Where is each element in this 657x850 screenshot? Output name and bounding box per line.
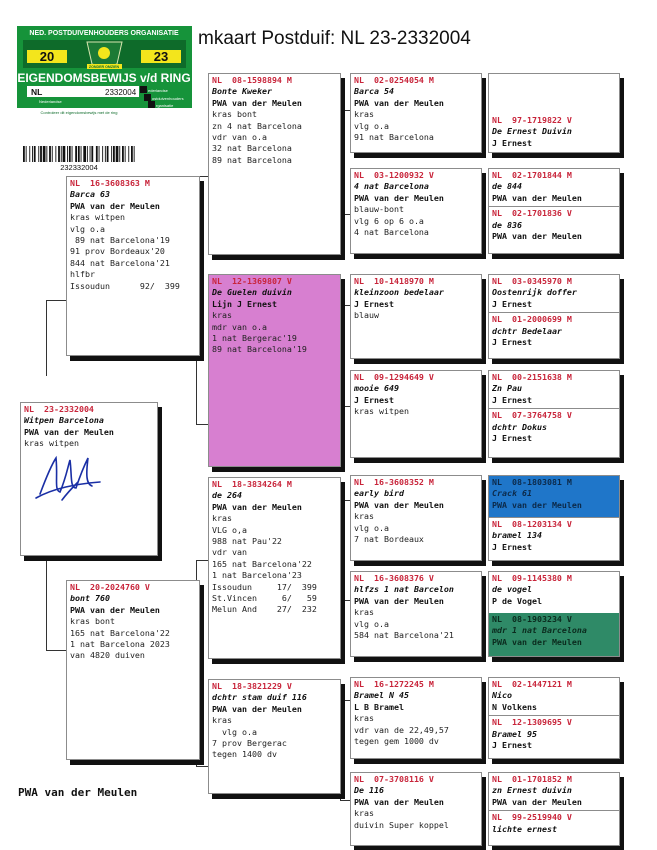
pigeon-name: Bramel 95 <box>492 728 537 739</box>
ring-number: NL 20-2024760 V <box>70 582 150 592</box>
pigeon-name: De 116 <box>354 785 384 796</box>
pigeon-name: bramel 134 <box>492 530 542 541</box>
detail-line: 988 nat Pau'22 <box>212 536 282 547</box>
connector <box>340 600 350 601</box>
barcode-bar <box>23 146 25 162</box>
cert-side-bot: rganisatie <box>156 103 174 108</box>
ring-number: NL 09-1294649 V <box>354 372 434 382</box>
connector <box>46 300 47 376</box>
pedigree-card-g3-4 <box>350 370 482 458</box>
ring-number: NL 99-2519940 V <box>492 812 572 823</box>
barcode-bar <box>61 146 62 162</box>
pigeon-name: lichte ernest <box>492 823 557 834</box>
detail-line: blauw-bont <box>354 204 404 215</box>
barcode-bar <box>69 146 71 162</box>
pedigree-card-g4-2 <box>488 168 620 254</box>
crest-icon <box>87 42 122 69</box>
barcode-bar <box>43 146 46 162</box>
ring-number: NL 02-1701836 V <box>492 208 572 219</box>
pigeon-name: Oostenrijk doffer <box>492 287 577 298</box>
cert-year-left: 20 <box>39 49 55 64</box>
pigeon-name: bont 760 <box>70 593 110 604</box>
cert-year-right: 23 <box>153 49 169 64</box>
ring-number: NL 01-2000699 M <box>492 314 572 325</box>
ring-number: NL 03-0345970 M <box>492 276 572 286</box>
pigeon-name: early bird <box>354 488 404 499</box>
crest-banner: ZONDER OMZIEN <box>88 65 120 69</box>
barcode-bar <box>49 146 51 162</box>
breeder-name: J Ernest <box>492 137 532 148</box>
barcode-bar <box>52 146 53 162</box>
pigeon-name: Nico <box>492 690 512 701</box>
detail-line: zn 4 nat Barcelona <box>212 120 302 131</box>
breeder-name: J Ernest <box>492 433 532 444</box>
breeder-name: PWA van der Meulen <box>354 97 444 108</box>
barcode-bar <box>119 146 120 162</box>
detail-line: kras <box>354 713 374 724</box>
cert-band-text: EIGENDOMSBEWIJS v/d RING <box>17 71 191 85</box>
breeder-name: L B Bramel <box>354 701 404 712</box>
ring-number: NL 07-3708116 V <box>354 774 434 784</box>
pigeon-name: hlfzs 1 nat Barcelon <box>354 584 454 595</box>
barcode-bar <box>67 146 68 162</box>
ring-number: NL 12-1309695 V <box>492 717 572 728</box>
pigeon-name: De Ernest Duivin <box>492 126 572 137</box>
breeder-name: J Ernest <box>354 298 394 309</box>
detail-line: van 4820 duiven <box>70 650 145 661</box>
connector <box>340 500 350 501</box>
barcode-bar <box>107 146 109 162</box>
ring-number: NL 97-1719822 V <box>492 115 572 125</box>
barcode-bar <box>38 146 39 162</box>
barcode-bar <box>111 146 112 162</box>
ring-number: NL 09-1145380 M <box>492 573 572 583</box>
detail-line: kras <box>354 511 374 522</box>
detail-line: 1 nat Barcelona 2023 <box>70 639 170 650</box>
ring-number: NL 08-1903234 V <box>492 614 572 624</box>
ring-number: NL 10-1418970 M <box>354 276 434 286</box>
ring-number: NL 03-1200932 V <box>354 170 434 180</box>
barcode-bar <box>32 146 33 162</box>
barcode-bar <box>83 146 86 162</box>
breeder-name: P de Vogel <box>492 595 542 606</box>
breeder-name: PWA van der Meulen <box>492 796 582 807</box>
detail-line: kras <box>354 607 374 618</box>
barcode-bar <box>75 146 77 162</box>
breeder-name: PWA van der Meulen <box>354 796 444 807</box>
detail-line: 165 nat Barcelona'22 <box>212 558 312 569</box>
pedigree-card-g4-1 <box>488 73 620 153</box>
detail-line: kras witpen <box>70 212 125 223</box>
breeder-name: J Ernest <box>492 394 532 405</box>
barcode-bar <box>128 146 129 162</box>
barcode-bar <box>55 146 56 162</box>
ring-number: NL 07-3764758 V <box>492 410 572 421</box>
detail-line: 4 nat Barcelona <box>354 227 429 238</box>
cert-ring-number: 2332004 <box>105 88 137 97</box>
pedigree-card-g3-2 <box>350 168 482 254</box>
barcode-bar <box>134 146 135 162</box>
detail-line: 844 nat Barcelona'21 <box>70 257 170 268</box>
barcode-bar <box>26 146 27 162</box>
barcode-bar <box>99 146 100 162</box>
pigeon-name: de vogel <box>492 584 532 595</box>
breeder-name: PWA van der Meulen <box>24 426 114 437</box>
cert-small-note: Nederlandse <box>39 99 62 104</box>
detail-line: 89 nat Barcelona'19 <box>212 344 307 355</box>
barcode-bar <box>46 146 47 162</box>
pedigree-card-g3-6 <box>350 571 482 657</box>
cert-side-top: ederlandse <box>148 88 168 93</box>
pedigree-card-g3-8 <box>350 772 482 846</box>
detail-line: Melun And 27/ 232 <box>212 604 317 615</box>
detail-line: hlfbr <box>70 269 95 280</box>
breeder-name: PWA van der Meulen <box>492 192 582 203</box>
detail-line: duivin Super koppel <box>354 819 449 830</box>
breeder-name: PWA van der Meulen <box>70 200 160 211</box>
detail-line: kras <box>212 513 232 524</box>
detail-line: kras <box>354 109 374 120</box>
pigeon-name: mooie 649 <box>354 383 399 394</box>
breeder-name: J Ernest <box>492 740 532 751</box>
cert-barcode-number: 232332004 <box>60 163 98 172</box>
detail-line: 91 nat Barcelona <box>354 132 434 143</box>
barcode-bar <box>40 146 42 162</box>
pigeon-name: dchtr Dokus <box>492 421 547 432</box>
color-text: kras witpen <box>24 438 79 449</box>
detail-line: vlg o.a <box>212 726 257 737</box>
barcode-bar <box>131 146 133 162</box>
pigeon-name: Barca 54 <box>354 86 394 97</box>
pigeon-name: dchtr Bedelaar <box>492 325 562 336</box>
cert-side-mid: ostduivenhouders <box>152 96 184 101</box>
breeder-name: J Ernest <box>354 394 394 405</box>
pedigree-card-g4-8 <box>488 772 620 846</box>
ring-number: NL 16-3608376 V <box>354 573 434 583</box>
detail-line: mdr van o.a <box>212 321 267 332</box>
pedigree-card-dam <box>66 580 200 760</box>
pigeon-name: Crack 61 <box>492 488 532 499</box>
ring-number: NL 02-1701844 M <box>492 170 572 180</box>
pigeon-name: Witpen Barcelona <box>24 415 104 426</box>
pigeon-name: de 844 <box>492 181 522 192</box>
breeder-name: PWA van der Meulen <box>492 231 582 242</box>
detail-line: tegen gem 1000 dv <box>354 736 439 747</box>
pigeon-name: de 264 <box>212 490 242 501</box>
pedigree-card-dam-dam <box>208 679 341 794</box>
detail-line: tegen 1400 dv <box>212 749 277 760</box>
cert-caption: Controleer dit eigendomsbewijs met de ring <box>40 110 118 115</box>
ring-number: NL 16-3608363 M <box>70 178 150 188</box>
ring-number: NL 18-3834264 M <box>212 479 292 489</box>
detail-line: 165 nat Barcelona'22 <box>70 627 170 638</box>
cert-org-name: NED. POSTDUIVENHOUDERS ORGANISATIE <box>29 30 179 37</box>
pedigree-card-g3-3 <box>350 274 482 359</box>
connector <box>46 300 68 301</box>
pigeon-name: zn Ernest duivin <box>492 785 572 796</box>
detail-line: 1 nat Bergerac'19 <box>212 333 297 344</box>
detail-line: vlg o.a <box>354 522 389 533</box>
pigeon-name: mdr 1 nat Barcelona <box>492 625 587 636</box>
ring-number: NL 16-1272245 M <box>354 679 434 689</box>
barcode-bar <box>72 146 73 162</box>
barcode-bar <box>63 146 66 162</box>
detail-line: Issoudun 17/ 399 <box>212 581 317 592</box>
barcode-bar <box>113 146 115 162</box>
breeder-name: PWA van der Meulen <box>354 192 444 203</box>
breeder-name: J Ernest <box>492 337 532 348</box>
pigeon-name: Barca 63 <box>70 189 110 200</box>
pedigree-card-dam-sire <box>208 477 341 659</box>
detail-line: kras <box>212 715 232 726</box>
pedigree-card-g4-6 <box>488 571 620 657</box>
pedigree-card-g3-7 <box>350 677 482 759</box>
detail-line: 7 nat Bordeaux <box>354 534 424 545</box>
barcode-bar <box>102 146 103 162</box>
pigeon-name: de 836 <box>492 219 522 230</box>
pigeon-name: kleinzoon bedelaar <box>354 287 444 298</box>
pigeon-name: dchtr stam duif 116 <box>212 692 307 703</box>
barcode-bar <box>29 146 30 162</box>
detail-line: Issoudun 92/ 399 <box>70 280 180 291</box>
connector <box>196 560 208 561</box>
pigeon-name: Bonte Kweker <box>212 86 272 97</box>
pedigree-card-g3-1 <box>350 73 482 153</box>
detail-line: vdr van o.a <box>212 132 267 143</box>
detail-line: 91 prov Bordeaux'20 <box>70 246 165 257</box>
breeder-name: PWA van der Meulen <box>492 499 582 510</box>
detail-line: 584 nat Barcelona'21 <box>354 630 454 641</box>
detail-line: 7 prov Bergerac <box>212 738 287 749</box>
pedigree-card-g3-5 <box>350 475 482 561</box>
barcode-bar <box>96 146 98 162</box>
pedigree-card-g4-7 <box>488 677 620 759</box>
ring-number: NL 02-0254054 M <box>354 75 434 85</box>
connector <box>196 424 208 425</box>
document-title: mkaart Postduif: NL 23-2332004 <box>198 28 471 49</box>
barcode-bar <box>81 146 82 162</box>
barcode-bar <box>90 146 91 162</box>
owner-footer: PWA van der Meulen <box>18 786 138 799</box>
detail-line: vdr van de 22,49,57 <box>354 724 449 735</box>
signature <box>32 448 104 508</box>
connector <box>46 556 47 650</box>
pedigree-card-g4-3 <box>488 274 620 359</box>
pedigree-card-sire-sire <box>208 73 341 255</box>
ring-number: NL 02-1447121 M <box>492 679 572 689</box>
detail-line: vdr van <box>212 547 247 558</box>
detail-line: 1 nat Barcelona'23 <box>212 570 302 581</box>
barcode <box>23 146 135 162</box>
ring-number: NL 08-1803081 M <box>492 477 572 487</box>
barcode-bar <box>122 146 124 162</box>
breeder-name: PWA van der Meulen <box>354 595 444 606</box>
detail-line: 89 nat Barcelona <box>212 154 292 165</box>
detail-line: VLG o,a <box>212 524 247 535</box>
detail-line: vlg 6 op 6 o.a <box>354 215 424 226</box>
connector <box>340 800 350 801</box>
connector <box>46 650 68 651</box>
ring-number: NL 16-3608352 M <box>354 477 434 487</box>
detail-line: St.Vincen 6/ 59 <box>212 593 317 604</box>
barcode-bar <box>91 146 93 162</box>
breeder-name: PWA van der Meulen <box>70 604 160 615</box>
breeder-name: PWA van der Meulen <box>354 499 444 510</box>
detail-line: blauw <box>354 310 379 321</box>
connector <box>340 214 350 215</box>
detail-line: 89 nat Barcelona'19 <box>70 235 170 246</box>
barcode-bar <box>116 146 119 162</box>
ring-number: NL 18-3821229 V <box>212 681 292 691</box>
detail-line: vlg o.a <box>354 120 389 131</box>
barcode-bar <box>58 146 60 162</box>
detail-line: vlg o.a <box>354 618 389 629</box>
connector <box>340 406 350 407</box>
pigeon-name: De Guelen duivin <box>212 287 292 298</box>
pedigree-card-g4-5 <box>488 475 620 561</box>
breeder-name: PWA van der Meulen <box>212 97 302 108</box>
barcode-bar <box>105 146 106 162</box>
barcode-bar <box>87 146 88 162</box>
breeder-name: PWA van der Meulen <box>212 501 302 512</box>
breeder-name: PWA van der Meulen <box>212 703 302 714</box>
ring-number: NL 23-2332004 <box>24 404 94 414</box>
breeder-name: J Ernest <box>492 298 532 309</box>
connector <box>340 110 350 111</box>
detail-line: kras <box>212 310 232 321</box>
ring-number: NL 01-1701852 M <box>492 774 572 784</box>
barcode-bar <box>34 146 36 162</box>
connector <box>196 766 208 767</box>
detail-line: 32 nat Barcelona <box>212 143 292 154</box>
ring-number: NL 08-1598894 M <box>212 75 292 85</box>
ring-number: NL 00-2151638 M <box>492 372 572 382</box>
barcode-bar <box>78 146 80 162</box>
ring-certificate <box>17 26 192 174</box>
cert-country: NL <box>31 87 43 97</box>
pigeon-name: Bramel N 45 <box>354 690 409 701</box>
detail-line: kras witpen <box>354 406 409 417</box>
pigeon-name: 4 nat Barcelona <box>354 181 429 192</box>
ring-number: NL 12-1369807 V <box>212 276 292 286</box>
breeder-name: J Ernest <box>492 541 532 552</box>
ring-number: NL 08-1203134 V <box>492 519 572 529</box>
connector <box>340 700 350 701</box>
pedigree-card-g4-4 <box>488 370 620 458</box>
pedigree-card-sire-dam <box>208 274 341 467</box>
breeder-name: PWA van der Meulen <box>492 636 582 647</box>
detail-line: vlg o.a <box>70 223 105 234</box>
pedigree-card-sire <box>66 176 200 356</box>
connector <box>340 305 350 306</box>
breeder-name: N Volkens <box>492 701 537 712</box>
detail-line: kras bont <box>70 616 115 627</box>
pigeon-name: Zn Pau <box>492 383 522 394</box>
breeder-name: Lijn J Ernest <box>212 298 277 309</box>
detail-line: kras bont <box>212 109 257 120</box>
barcode-bar <box>125 146 126 162</box>
detail-line: kras <box>354 808 374 819</box>
